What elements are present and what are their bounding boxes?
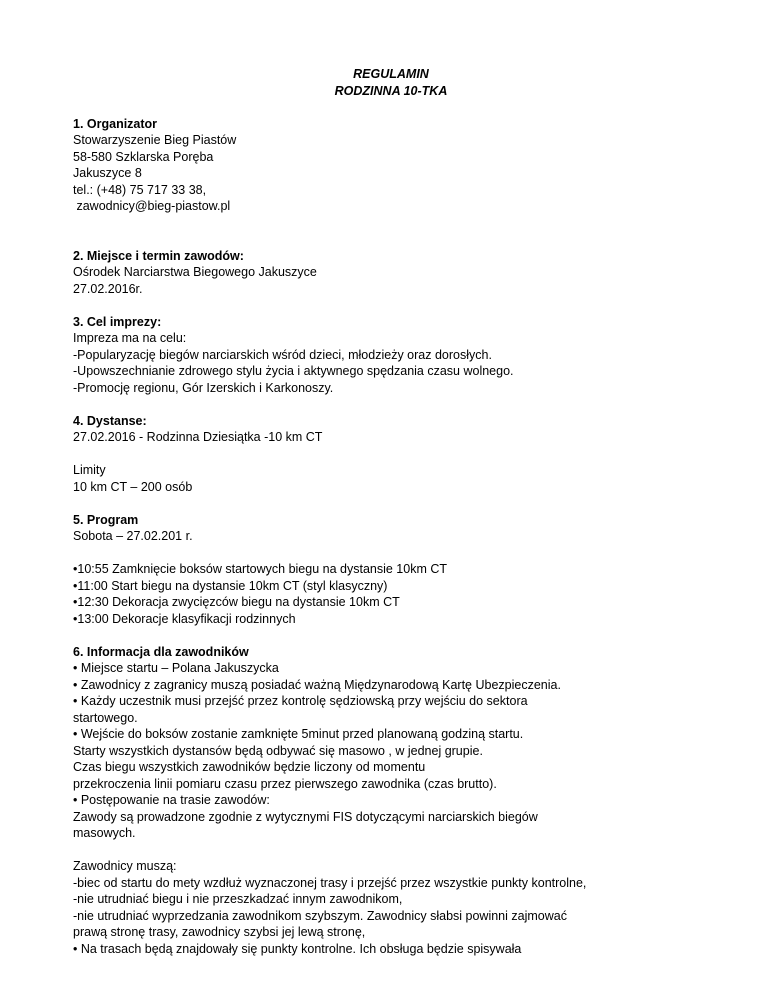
info-line: Starty wszystkich dystansów będą odbywać się masowo , w jednej grupie. xyxy=(73,743,483,758)
info-line: Zawody są prowadzone zgodnie z wytycznymi FIS dotyczącymi narciarskich biegów xyxy=(73,809,538,824)
organizer-name: Stowarzyszenie Bieg Piastów xyxy=(73,133,237,147)
section-organizer xyxy=(73,116,693,215)
program-item: •13:00 Dekoracje klasyfikacji rodzinnych xyxy=(73,611,296,626)
section-heading: 4. Dystanse: xyxy=(73,413,147,428)
info-line: Czas biegu wszystkich zawodników będzie liczony od momentu xyxy=(73,760,426,774)
organizer-email: zawodnicy@bieg-piastow.pl xyxy=(73,199,231,213)
title-line-2: RODZINNA 10-TKA xyxy=(334,83,448,98)
section-heading: 5. Program xyxy=(73,512,139,527)
info-line: • Każdy uczestnik musi przejść przez kontrolę sędziowską przy wejściu do sektora xyxy=(73,694,528,708)
place-venue: Ośrodek Narciarstwa Biegowego Jakuszyce xyxy=(73,265,317,279)
info-line: • Wejście do boksów zostanie zamknięte 5minut przed planowaną godziną startu. xyxy=(73,727,524,741)
goal-intro: Impreza ma na celu: xyxy=(73,331,187,345)
section-heading: 1. Organizator xyxy=(73,116,158,131)
program-item: •11:00 Start biegu na dystansie 10km CT (styl klasyczny) xyxy=(73,578,388,593)
section-program xyxy=(73,512,693,628)
organizer-street: Jakuszyce 8 xyxy=(73,166,142,180)
must-line: -nie utrudniać wyprzedzania zawodnikom szybszym. Zawodnicy słabsi powinni zajmować xyxy=(73,908,567,923)
program-item: •12:30 Dekoracja zwycięzców biegu na dystansie 10km CT xyxy=(73,595,400,609)
section-heading: 2. Miejsce i termin zawodów: xyxy=(73,248,244,263)
organizer-postal: 58-580 Szklarska Poręba xyxy=(73,149,214,164)
must-heading: Zawodnicy muszą: xyxy=(73,859,177,873)
distance-line: 27.02.2016 - Rodzinna Dziesiątka -10 km CT xyxy=(73,430,323,444)
section-goal xyxy=(73,314,693,397)
goal-item: -Popularyzację biegów narciarskich wśród dzieci, młodzieży oraz dorosłych. xyxy=(73,347,492,362)
goal-item: -Upowszechnianie zdrowego stylu życia i aktywnego spędzania czasu wolnego. xyxy=(73,364,514,378)
program-item: •10:55 Zamknięcie boksów startowych biegu na dystansie 10km CT xyxy=(73,562,447,576)
must-line: • Na trasach będą znajdowały się punkty kontrolne. Ich obsługa będzie spisywała xyxy=(73,941,522,956)
section-distances xyxy=(73,413,693,496)
section-place xyxy=(73,248,693,298)
place-date: 27.02.2016r. xyxy=(73,281,143,296)
document-title xyxy=(89,66,693,99)
info-line: startowego. xyxy=(73,710,138,725)
must-line: prawą stronę trasy, zawodnicy szybsi jej lewą stronę, xyxy=(73,925,366,939)
must-line: -nie utrudniać biegu i nie przeszkadzać innym zawodnikom, xyxy=(73,892,403,906)
goal-item: -Promocję regionu, Gór Izerskich i Karkonoszy. xyxy=(73,380,334,395)
limits-value: 10 km CT – 200 osób xyxy=(73,479,193,494)
info-line: • Postępowanie na trasie zawodów: xyxy=(73,793,270,807)
section-heading: 6. Informacja dla zawodników xyxy=(73,644,249,659)
must-line: -biec od startu do mety wzdłuż wyznaczonej trasy i przejść przez wszystkie punkty kontrolne, xyxy=(73,875,587,890)
organizer-phone: tel.: (+48) 75 717 33 38, xyxy=(73,182,207,197)
title-line-1: REGULAMIN xyxy=(353,67,429,81)
info-line: • Zawodnicy z zagranicy muszą posiadać ważną Międzynarodową Kartę Ubezpieczenia. xyxy=(73,677,561,692)
program-date: Sobota – 27.02.201 r. xyxy=(73,529,193,543)
document-page xyxy=(73,66,693,957)
section-info xyxy=(73,644,693,958)
info-line: przekroczenia linii pomiaru czasu przez pierwszego zawodnika (czas brutto). xyxy=(73,776,497,791)
info-line: masowych. xyxy=(73,826,136,840)
limits-label: Limity xyxy=(73,463,106,477)
section-heading: 3. Cel imprezy: xyxy=(73,314,162,329)
info-line: • Miejsce startu – Polana Jakuszycka xyxy=(73,661,279,675)
